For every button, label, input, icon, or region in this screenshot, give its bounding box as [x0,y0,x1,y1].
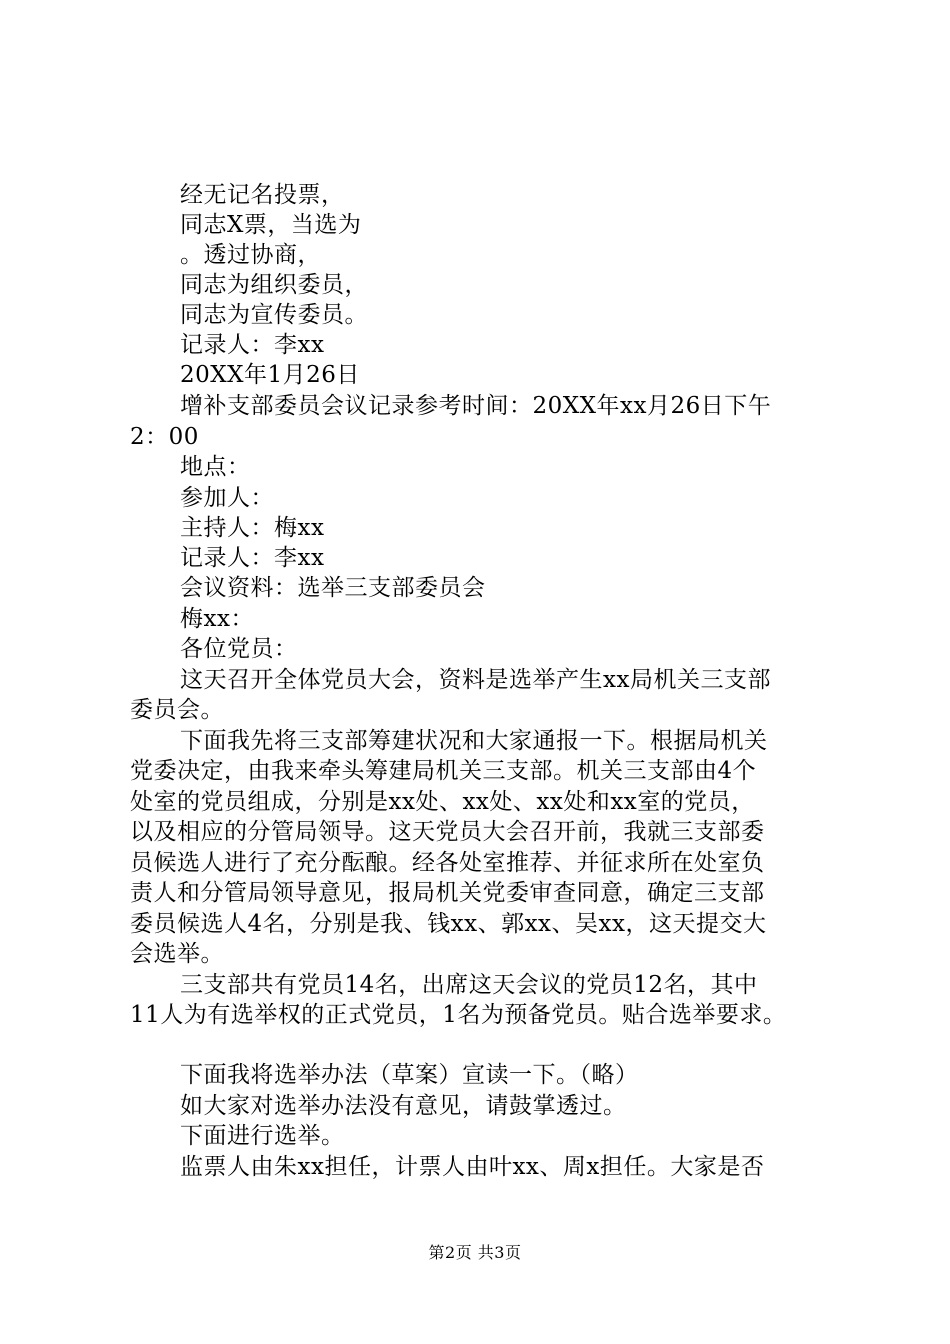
text-line: 以及相应的分管局领导。这天党员大会召开前，我就三支部委 [130,819,765,845]
text-line: 梅xx： [180,606,254,632]
text-line: 党委决定，由我来牵头筹建局机关三支部。机关三支部由4个 [130,758,757,784]
text-line: 这天召开全体党员大会，资料是选举产生xx局机关三支部 [180,667,771,693]
text-line: 同志为组织委员， [180,272,368,298]
text-line: 主持人：梅xx [180,515,325,541]
page-footer: 第2页 共3页 [428,1243,522,1262]
text-line: 11人为有选举权的正式党员，1名为预备党员。贴合选举要求。 [130,1002,787,1028]
text-line: 增补支部委员会议记录参考时间：20XX年xx月26日下午 [180,393,772,419]
text-line: 地点： [180,454,251,480]
text-line: 如大家对选举办法没有意见，请鼓掌透过。 [180,1093,627,1119]
text-line: 监票人由朱xx担任，计票人由叶xx、周x担任。大家是否 [180,1154,765,1180]
text-line: 员候选人进行了充分酝酿。经各处室推荐、并征求所在处室负 [130,850,765,876]
text-line: 参加人： [180,485,274,511]
text-line: 。透过协商， [180,242,321,268]
text-line: 20XX年1月26日 [180,362,360,388]
text-line: 经无记名投票， [180,182,345,208]
text-line: 委员会。 [130,697,224,723]
text-line: 处室的党员组成，分别是xx处、xx处、xx处和xx室的党员， [130,789,755,815]
text-line: 委员候选人4名，分别是我、钱xx、郭xx、吴xx，这天提交大 [130,911,767,937]
text-line: 记录人：李xx [180,332,325,358]
text-line: 会选举。 [130,941,224,967]
text-line: 下面进行选举。 [180,1123,345,1149]
text-line: 各位党员： [180,636,298,662]
text-line: 下面我将选举办法（草案）宣读一下。（略） [180,1062,639,1088]
text-line: 同志为宣传委员。 [180,302,368,328]
text-line: 下面我先将三支部筹建状况和大家通报一下。根据局机关 [180,728,768,754]
text-line: 三支部共有党员14名，出席这天会议的党员12名，其中 [180,972,758,998]
text-line: 责人和分管局领导意见，报局机关党委审查同意，确定三支部 [130,880,765,906]
text-line: 会议资料：选举三支部委员会 [180,575,486,601]
text-line: 记录人：李xx [180,545,325,571]
text-line: 2：00 [130,424,199,450]
text-line: 同志X票，当选为 [180,212,362,238]
